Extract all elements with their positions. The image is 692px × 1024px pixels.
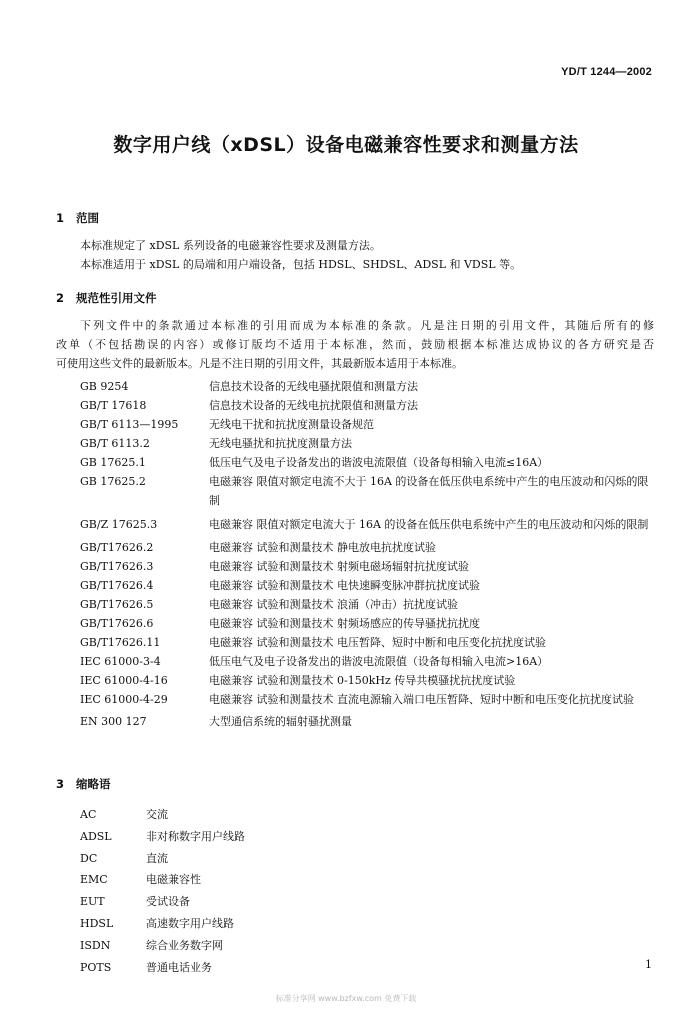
reference-code: GB/T17626.3	[80, 560, 154, 573]
reference-title: 电磁兼容 限值对额定电流不大于 16A 的设备在低压供电系统中产生的电压波动和闪烁的限制	[209, 475, 649, 507]
paragraph-line: 下列文件中的条款通过本标准的引用而成为本标准的条款。凡是注日期的引用文件，其随后所有的修	[80, 319, 654, 332]
page-number: 1	[645, 958, 652, 971]
abbreviation-code: AC	[80, 808, 97, 821]
reference-code: IEC 61000-4-29	[80, 693, 168, 706]
reference-code: GB/T 17618	[80, 399, 147, 412]
reference-code: GB/Z 17625.3	[80, 518, 158, 531]
abbreviation-list	[80, 804, 480, 978]
reference-title: 电磁兼容 限值对额定电流大于 16A 的设备在低压供电系统中产生的电压波动和闪烁的限制	[209, 518, 649, 531]
reference-title: 电磁兼容 试验和测量技术 射频电磁场辐射抗扰度试验	[209, 560, 469, 573]
abbreviation-row	[80, 804, 480, 826]
reference-title: 电磁兼容 试验和测量技术 射频场感应的传导骚扰抗扰度	[209, 617, 480, 630]
abbreviation-row	[80, 891, 480, 913]
reference-code: GB/T17626.4	[80, 579, 154, 592]
abbreviation-code: EMC	[80, 873, 108, 887]
section-title: 范围	[76, 211, 99, 225]
reference-title: 电磁兼容 试验和测量技术 直流电源输入端口电压暂降、短时中断和电压变化抗扰度试验	[209, 693, 634, 706]
abbreviation-row	[80, 848, 480, 870]
reference-row	[80, 671, 656, 690]
abbreviation-row	[80, 935, 480, 957]
reference-row	[80, 515, 656, 534]
section-number: 3	[56, 777, 65, 791]
paragraph-line: 本标准规定了 xDSL 系列设备的电磁兼容性要求及测量方法。	[80, 239, 381, 252]
reference-row	[80, 576, 656, 595]
reference-row	[80, 633, 656, 652]
reference-code: GB/T17626.6	[80, 617, 154, 630]
abbreviation-meaning: 普通电话业务	[146, 960, 212, 974]
abbreviation-meaning: 非对称数字用户线路	[146, 829, 245, 843]
abbreviation-row	[80, 913, 480, 935]
reference-code: EN 300 127	[80, 715, 147, 728]
abbreviation-row	[80, 826, 480, 848]
reference-row	[80, 595, 656, 614]
section-2-heading	[56, 290, 157, 306]
reference-code: IEC 61000-4-16	[80, 674, 168, 687]
reference-code: GB/T 6113—1995	[80, 418, 179, 431]
abbreviation-code: DC	[80, 851, 98, 865]
paragraph-line: 改单（不包括勘误的内容）或修订版均不适用于本标准，然而，鼓励根据本标准达成协议的各方研究是否	[56, 338, 654, 351]
reference-row	[80, 415, 656, 434]
reference-row	[80, 690, 656, 709]
reference-code: GB/T17626.11	[80, 636, 161, 649]
reference-row	[80, 652, 656, 671]
reference-title: 电磁兼容 试验和测量技术 静电放电抗扰度试验	[209, 541, 436, 554]
reference-title: 低压电气及电子设备发出的谐波电流限值（设备每相输入电流≤16A）	[209, 456, 549, 469]
reference-code: IEC 61000-3-4	[80, 655, 161, 668]
reference-title: 无线电干扰和抗扰度测量设备规范	[209, 418, 374, 431]
section-1-heading	[56, 210, 99, 226]
reference-title: 电磁兼容 试验和测量技术 电压暂降、短时中断和电压变化抗扰度试验	[209, 636, 546, 649]
section-3-heading	[56, 776, 111, 792]
reference-title: 电磁兼容 试验和测量技术 0-150kHz 传导共模骚扰抗扰度试验	[209, 674, 516, 687]
reference-row	[80, 712, 656, 731]
reference-row	[80, 614, 656, 633]
abbreviation-meaning: 受试设备	[146, 895, 190, 909]
section-title: 规范性引用文件	[76, 291, 157, 305]
reference-code: GB/T17626.5	[80, 598, 154, 611]
abbreviation-code: EUT	[80, 895, 105, 909]
section-title: 缩略语	[76, 777, 111, 791]
reference-row	[80, 472, 656, 510]
watermark: 标准分享网 www.bzfxw.com 免费下载	[275, 994, 417, 1003]
reference-row	[80, 396, 656, 415]
reference-code: GB 9254	[80, 380, 129, 393]
reference-row	[80, 434, 656, 453]
paragraph-line: 本标准适用于 xDSL 的局端和用户端设备，包括 HDSL、SHDSL、ADSL 和 VDSL 等。	[80, 258, 522, 271]
section-2-intro	[56, 316, 654, 373]
reference-title: 无线电骚扰和抗扰度测量方法	[209, 437, 352, 450]
abbreviation-meaning: 高速数字用户线路	[146, 916, 234, 930]
reference-code: GB 17625.2	[80, 475, 146, 488]
abbreviation-code: POTS	[80, 960, 112, 974]
reference-row	[80, 453, 656, 472]
reference-code: GB/T17626.2	[80, 541, 154, 554]
section-number: 1	[56, 211, 65, 225]
reference-code: GB/T 6113.2	[80, 437, 150, 450]
abbreviation-code: HDSL	[80, 916, 114, 930]
abbreviation-meaning: 交流	[146, 808, 168, 821]
abbreviation-row	[80, 957, 480, 979]
reference-title: 信息技术设备的无线电骚扰限值和测量方法	[209, 380, 418, 393]
abbreviation-code: ADSL	[80, 829, 112, 843]
reference-title: 低压电气及电子设备发出的谐波电流限值（设备每相输入电流>16A）	[209, 655, 549, 668]
reference-code: GB 17625.1	[80, 456, 146, 469]
abbreviation-row	[80, 869, 480, 891]
standard-code: YD/T 1244—2002	[561, 66, 652, 78]
reference-title: 大型通信系统的辐射骚扰测量	[209, 715, 352, 728]
abbreviation-meaning: 电磁兼容性	[146, 873, 201, 887]
abbreviation-code: ISDN	[80, 938, 111, 952]
document-title: 数字用户线（xDSL）设备电磁兼容性要求和测量方法	[113, 134, 579, 156]
reference-title: 电磁兼容 试验和测量技术 浪涌（冲击）抗扰度试验	[209, 598, 458, 611]
abbreviation-meaning: 直流	[146, 851, 168, 865]
section-number: 2	[56, 291, 65, 305]
reference-list	[80, 377, 656, 731]
abbreviation-meaning: 综合业务数字网	[146, 938, 223, 952]
reference-row	[80, 377, 656, 396]
reference-title: 信息技术设备的无线电抗扰限值和测量方法	[209, 399, 418, 412]
section-1-body	[80, 236, 656, 274]
paragraph-line: 可使用这些文件的最新版本。凡是不注日期的引用文件，其最新版本适用于本标准。	[56, 357, 463, 370]
reference-row	[80, 557, 656, 576]
reference-title: 电磁兼容 试验和测量技术 电快速瞬变脉冲群抗扰度试验	[209, 579, 480, 592]
reference-row	[80, 538, 656, 557]
